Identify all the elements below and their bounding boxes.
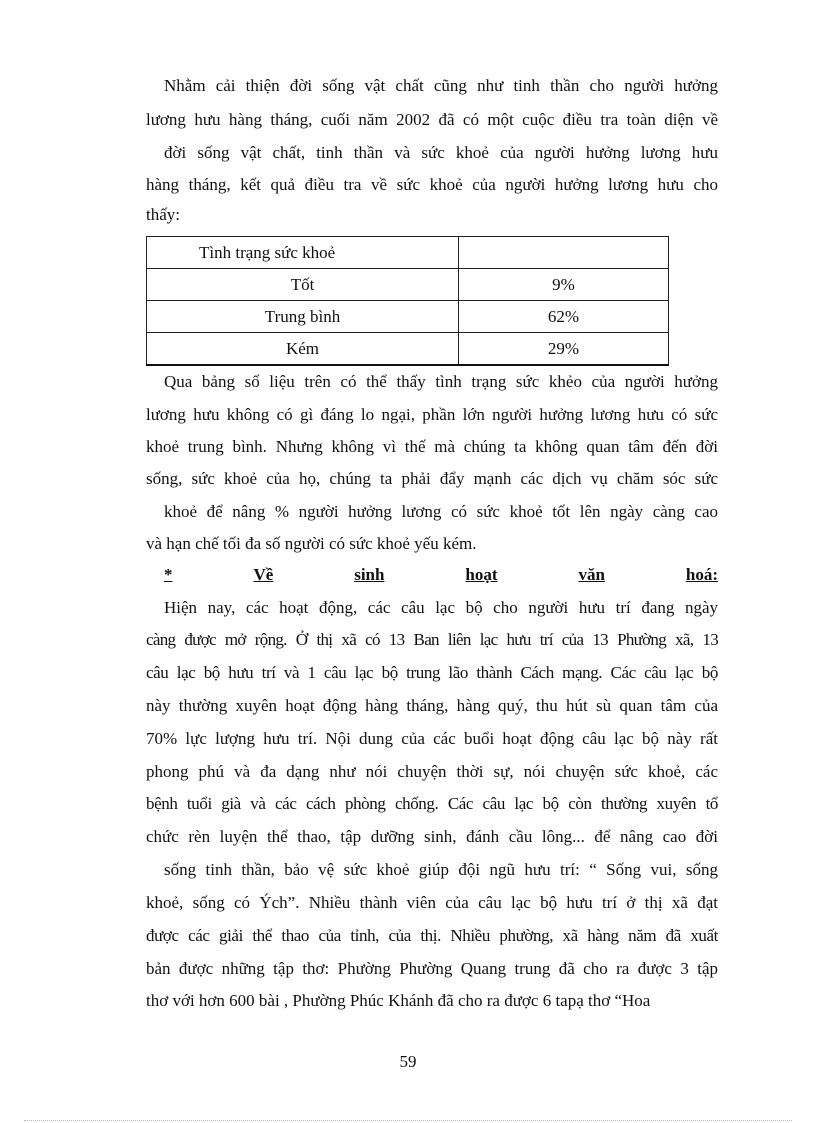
heading-word: * — [164, 565, 173, 584]
heading-word: Về — [253, 565, 274, 584]
text-line: thơ với hơn 600 bài , Phường Phúc Khánh đã cho ra được 6 tapạ thơ “Hoa — [146, 991, 651, 1010]
heading-word: hoá: — [685, 565, 718, 584]
text-line: lương hưu hàng tháng, cuối năm 2002 đã có một cuộc điều tra toàn diện về — [146, 110, 718, 129]
heading-word: hoạt — [465, 565, 498, 584]
table-cell-percent: 29% — [459, 333, 669, 366]
table-header-cell — [459, 237, 669, 269]
section-heading — [164, 563, 718, 587]
page-bottom-divider — [24, 1120, 792, 1121]
text-line: lương hưu không có gì đáng lo ngại, phần lớn người hưởng lương hưu có sức — [146, 405, 718, 424]
text-line: Nhằm cải thiện đời sống vật chất cũng như tinh thần cho người hưởng — [164, 76, 718, 95]
table-cell-percent: 9% — [459, 269, 669, 301]
text-line: phong phú và đa dạng như nói chuyện thời sự, nói chuyện sức khoẻ, các — [146, 762, 718, 781]
text-line: được các giải thể thao của tỉnh, của thị. Nhiều phường, xã hàng năm đã xuất — [146, 926, 718, 945]
table-cell-percent: 62% — [459, 301, 669, 333]
text-line: khoẻ trung bình. Nhưng không vì thế mà chúng ta không quan tâm đến đời — [146, 437, 718, 456]
heading-word: văn — [578, 565, 605, 584]
text-line: này thường xuyên hoạt động hàng tháng, hàng quý, thu hút sù quan tâm của — [146, 696, 718, 715]
text-line: khoẻ để nâng % người hưởng lương có sức khoẻ tốt lên ngày càng cao — [164, 502, 718, 521]
text-line: và hạn chế tối đa số người có sức khoẻ yếu kém. — [146, 534, 477, 553]
text-line: khoẻ, sống có Ých”. Nhiều thành viên của câu lạc bộ hưu trí ở thị xã đạt — [146, 893, 718, 912]
table-cell-status: Trung bình — [147, 301, 459, 333]
health-status-table — [146, 236, 669, 366]
table-row — [147, 333, 669, 366]
text-line: đời sống vật chất, tinh thần và sức khoẻ của người hưởng lương hưu — [164, 143, 718, 162]
text-line: bản được những tập thơ: Phường Phường Quang trung đã cho ra được 3 tập — [146, 959, 718, 978]
table-header-cell: Tình trạng sức khoẻ — [147, 237, 459, 269]
text-line: chức rèn luyện thể thao, tập dưỡng sinh, đánh cầu lông... để nâng cao đời — [146, 827, 718, 846]
page-number: 59 — [399, 1052, 417, 1071]
table-cell-status: Tốt — [147, 269, 459, 301]
text-line: 70% lực lượng hưu trí. Nội dung của các buổi hoạt động câu lạc bộ này rất — [146, 729, 718, 748]
text-line: bệnh tuổi già và các cách phòng chống. Các câu lạc bộ còn thường xuyên tổ — [146, 794, 718, 813]
table-header-row — [147, 237, 669, 269]
text-line: câu lạc bộ hưu trí và 1 câu lạc bộ trung lão thành Cách mạng. Các câu lạc bộ — [146, 663, 718, 682]
text-line: sống tinh thần, bảo vệ sức khoẻ giúp đội ngũ hưu trí: “ Sống vui, sống — [164, 860, 718, 879]
text-line: thấy: — [146, 205, 180, 224]
text-line: càng được mở rộng. Ở thị xã có 13 Ban liên lạc hưu trí của 13 Phường xã, 13 — [146, 630, 718, 649]
text-line: sống, sức khoẻ của họ, chúng ta phải đẩy mạnh các dịch vụ chăm sóc sức — [146, 469, 718, 488]
heading-word: sinh — [354, 565, 385, 584]
table-row — [147, 301, 669, 333]
text-line: hàng tháng, kết quả điều tra về sức khoẻ của người hưởng lương hưu cho — [146, 175, 718, 194]
table-row — [147, 269, 669, 301]
text-line: Hiện nay, các hoạt động, các câu lạc bộ cho người hưu trí đang ngày — [164, 598, 718, 617]
text-line: Qua bảng số liệu trên có thể thấy tình trạng sức khẻo của người hưởng — [164, 372, 718, 391]
table-cell-status: Kém — [147, 333, 459, 366]
